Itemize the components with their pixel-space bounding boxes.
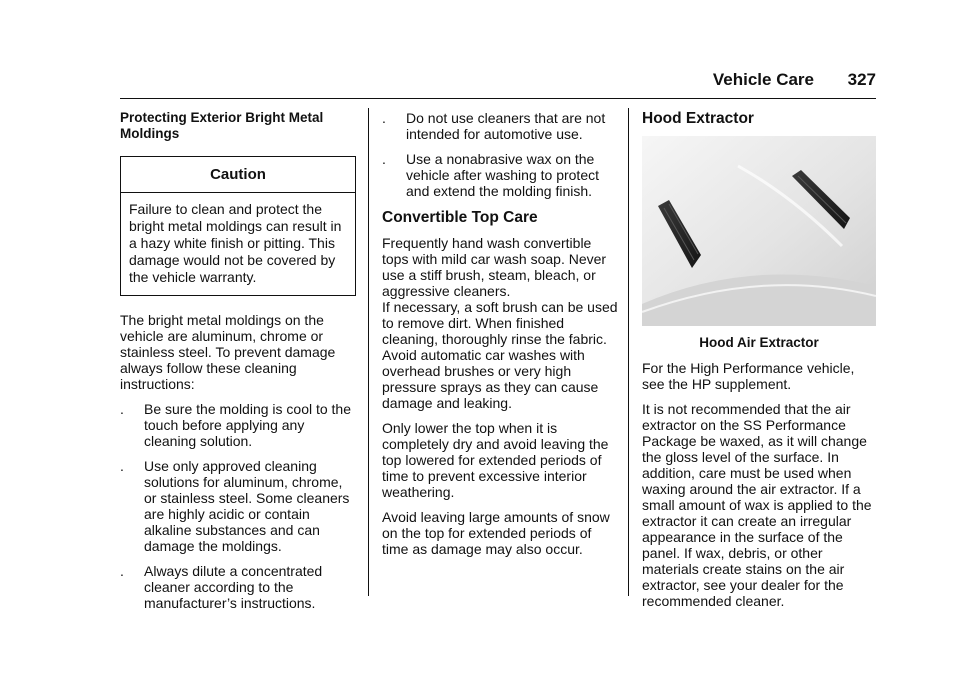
paragraph: Avoid leaving large amounts of snow on the top for extended periods of time as damage may also occur. (382, 509, 610, 557)
caution-body: Failure to clean and protect the bright metal moldings can result in a hazy white finish or pitting. This damage would not be covered by the vehicle warranty. (129, 201, 342, 285)
paragraph-line: Frequently hand wash convertible tops with mild car wash soap. Never use a stiff brush, steam, bleach, or aggressive cleaners. (382, 235, 607, 299)
list-item-text: Do not use cleaners that are not intended for automotive use. (406, 110, 606, 142)
bullet-mark: . (120, 563, 124, 579)
column-divider (368, 108, 369, 596)
caution-box (120, 156, 356, 296)
header-rule (120, 98, 876, 99)
list-item-text: Always dilute a concentrated cleaner according to the manufacturer’s instructions. (144, 563, 323, 611)
bullet-mark: . (120, 458, 124, 474)
paragraph: Only lower the top when it is completely dry and avoid leaving the top lowered for extended periods of time to prevent excessive interior weathering. (382, 420, 609, 500)
subheading: Protecting Exterior Bright Metal Moldings (120, 110, 324, 141)
bullet-list (120, 401, 356, 611)
list-item-text: Use a nonabrasive wax on the vehicle after washing to protect and extend the molding finish. (406, 151, 599, 199)
list-item (120, 563, 356, 611)
column-left (120, 110, 356, 620)
section-title: Vehicle Care (712, 70, 814, 89)
paragraph-line: If necessary, a soft brush can be used to remove dirt. When finished cleaning, thoroughly rinse the fabric. Avoid automatic car washes with overhead brushes or very high pressure sprays as they can cause damage and leaking. (382, 299, 618, 411)
paragraph (382, 235, 618, 411)
intro-paragraph: The bright metal moldings on the vehicle are aluminum, chrome or stainless steel. To prevent damage always follow these cleaning instructions: (120, 312, 336, 392)
bullet-list (382, 110, 618, 199)
list-item (120, 401, 356, 449)
list-item-text: Use only approved cleaning solutions for aluminum, chrome, or stainless steel. Some cleaners are highly acidic or contain alkaline substances and can damage the moldings. (144, 458, 350, 554)
page-number: 327 (847, 70, 876, 89)
list-item (382, 151, 618, 199)
bullet-mark: . (120, 401, 124, 417)
caution-title: Caution (121, 157, 355, 193)
list-item (120, 458, 356, 554)
paragraph: It is not recommended that the air extractor on the SS Performance Package be waxed, as it will change the gloss level of the surface. In addition, care must be used when waxing around the air extractor. If a small amount of wax is applied to the extractor it can create an irregular appearance in the surface of the panel. If wax, debris, or other materials create stains on the air extractor, see your dealer for the recommended cleaner. (642, 401, 872, 609)
page-header (120, 70, 876, 96)
column-middle (382, 110, 618, 566)
hood-extractor-image (642, 136, 876, 326)
column-divider (628, 108, 629, 596)
column-right (642, 110, 876, 618)
figure-caption: Hood Air Extractor (699, 335, 819, 350)
list-item (382, 110, 618, 142)
list-item-text: Be sure the molding is cool to the touch before applying any cleaning solution. (144, 401, 352, 449)
bullet-mark: . (382, 151, 386, 167)
section-heading: Hood Extractor (642, 110, 754, 127)
paragraph: For the High Performance vehicle, see the HP supplement. (642, 360, 855, 392)
bullet-mark: . (382, 110, 386, 126)
section-heading: Convertible Top Care (382, 209, 538, 226)
